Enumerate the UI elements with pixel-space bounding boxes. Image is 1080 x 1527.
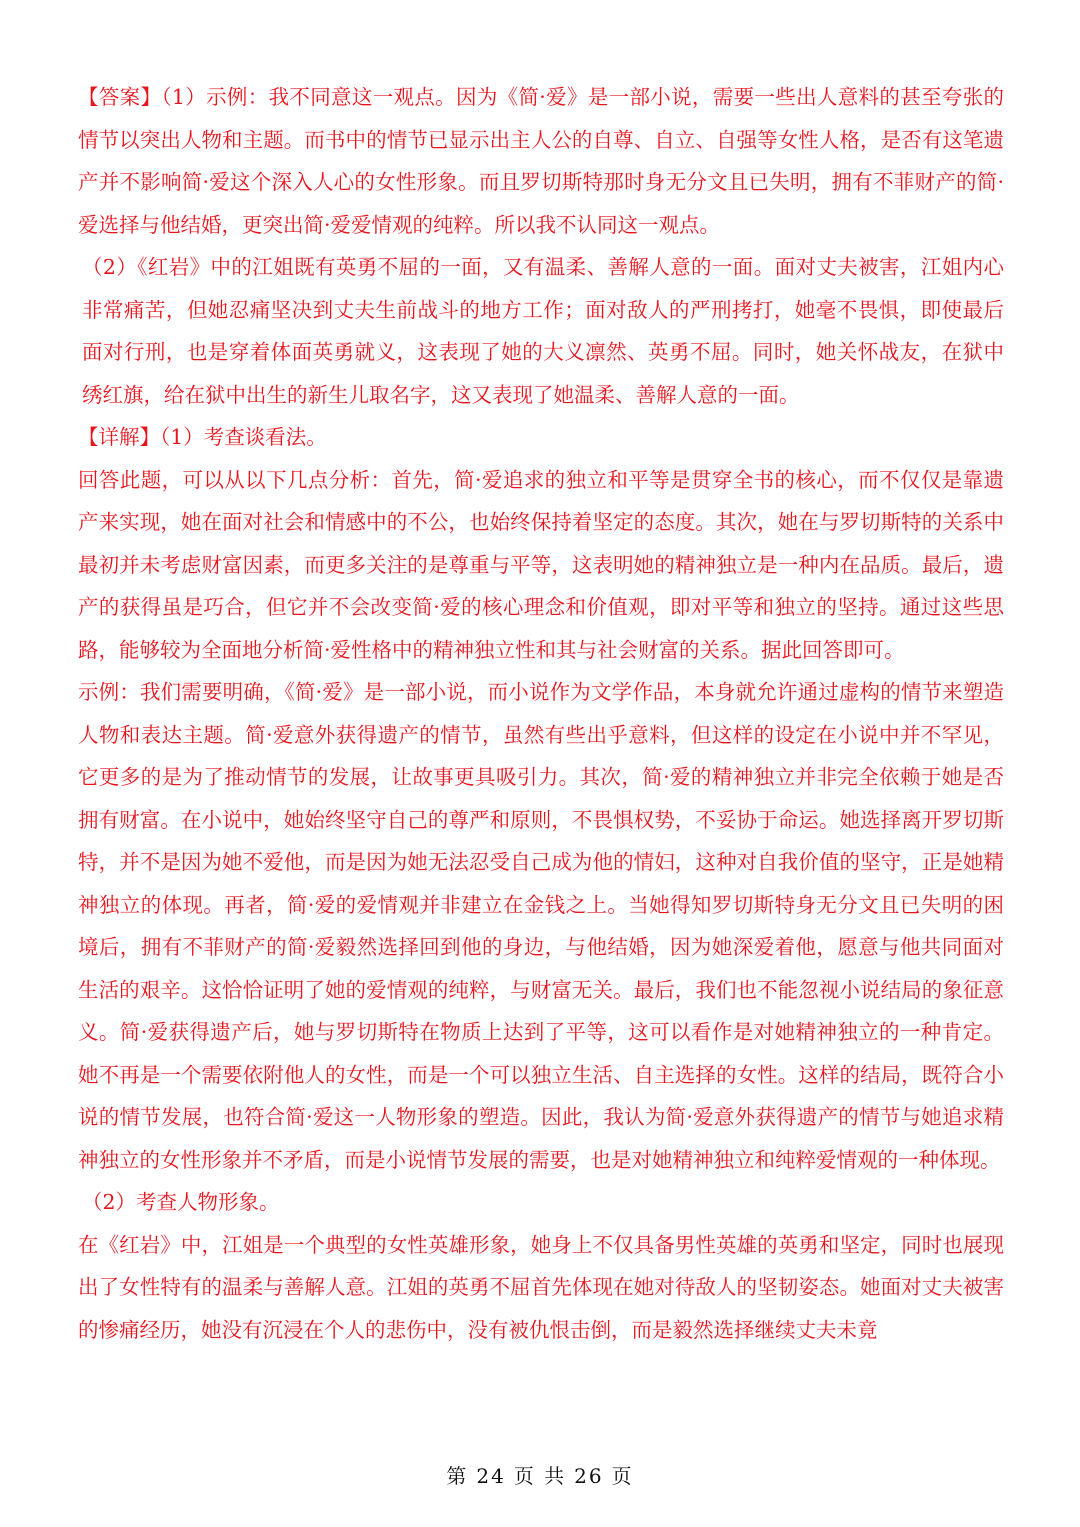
footer-page-number: 24 bbox=[476, 1464, 506, 1488]
page-footer bbox=[0, 1460, 1080, 1489]
footer-prefix: 第 bbox=[446, 1464, 469, 1488]
answer-text-1: （1）示例：我不同意这一观点。因为《简·爱》是一部小说，需要一些出人意料的甚至夸张的情节以突出人物和主题。而书中的情节已显示出主人公的自尊、自立、自强等女性人格，是否有这笔遗产并不影响简·爱这个深入人心的女性形象。而且罗切斯特那时身无分文且已失明，拥有不菲财产的简·爱选择与他结婚，更突出简·爱爱情观的纯粹。所以我不认同这一观点。 bbox=[78, 85, 1005, 237]
answer-label: 【答案】 bbox=[78, 85, 162, 109]
explain-analysis-2: 在《红岩》中，江姐是一个典型的女性英雄形象，她身上不仅具备男性英雄的英勇和坚定，同时也展现出了女性特有的温柔与善解人意。江姐的英勇不屈首先体现在她对待敌人的坚韧姿态。她面对丈夫被害的惨痛经历，她没有沉浸在个人的悲伤中，没有被仇恨击倒，而是毅然选择继续丈夫未竟 bbox=[78, 1232, 1004, 1342]
footer-middle: 页 共 bbox=[513, 1464, 567, 1488]
explain-analysis-1: 回答此题，可以从以下几点分析：首先，简·爱追求的独立和平等是贯穿全书的核心，而不仅仅是靠遗产来实现，她在面对社会和情感中的不公，也始终保持着坚定的态度。其次，她在与罗切斯特的关系中最初并未考虑财富因素，而更多关注的是尊重与平等，这表明她的精神独立是一种内在品质。最后，遗产的获得虽是巧合，但它并不会改变简·爱的核心理念和价值观，即对平等和独立的坚持。通过这些思路，能够较为全面地分析简·爱性格中的精神独立性和其与社会财富的关系。据此回答即可。 bbox=[78, 467, 1004, 662]
explain-heading-2: （2）考查人物形象。 bbox=[82, 1190, 280, 1214]
explain-sub-heading-1: （1）考查谈看法。 bbox=[160, 425, 327, 449]
explain-heading-1 bbox=[78, 416, 1004, 459]
footer-total-pages: 26 bbox=[574, 1464, 604, 1488]
footer-suffix: 页 bbox=[611, 1464, 634, 1488]
explain-example-1: 示例：我们需要明确，《简·爱》是一部小说，而小说作为文学作品，本身就允许通过虚构的情节来塑造人物和表达主题。简·爱意外获得遗产的情节，虽然有些出乎意料，但这样的设定在小说中并不罕见，它更多的是为了推动情节的发展，让故事更具吸引力。其次，简·爱的精神独立并非完全依赖于她是否拥有财富。在小说中，她始终坚守自己的尊严和原则，不畏惧权势，不妥协于命运。她选择离开罗切斯特，并不是因为她不爱他，而是因为她无法忍受自己成为他的情妇，这种对自我价值的坚守，正是她精神独立的体现。再者，简·爱的爱情观并非建立在金钱之上。当她得知罗切斯特身无分文且已失明的困境后，拥有不菲财产的简·爱毅然选择回到他的身边，与他结婚，因为她深爱着他，愿意与他共同面对生活的艰辛。这恰恰证明了她的爱情观的纯粹，与财富无关。最后，我们也不能忽视小说结局的象征意义。简·爱获得遗产后，她与罗切斯特在物质上达到了平等，这可以看作是对她精神独立的一种肯定。她不再是一个需要依附他人的女性，而是一个可以独立生活、自主选择的女性。这样的结局，既符合小说的情节发展，也符合简·爱这一人物形象的塑造。因此，我认为简·爱意外获得遗产的情节与她追求精神独立的女性形象并不矛盾，而是小说情节发展的需要，也是对她精神独立和纯粹爱情观的一种体现。 bbox=[78, 680, 1004, 1172]
document-body bbox=[78, 76, 1004, 1351]
explain-label: 【详解】 bbox=[78, 425, 160, 449]
answer-part-2: （2）《红岩》中的江姐既有英勇不屈的一面，又有温柔、善解人意的一面。面对丈夫被害，江姐内心非常痛苦，但她忍痛坚决到丈夫生前战斗的地方工作；面对敌人的严刑拷打，她毫不畏惧，即使最后面对行刑，也是穿着体面英勇就义，这表现了她的大义凛然、英勇不屈。同时，她关怀战友，在狱中绣红旗，给在狱中出生的新生儿取名字，这又表现了她温柔、善解人意的一面。 bbox=[82, 255, 1004, 407]
answer-part-1 bbox=[78, 76, 1004, 246]
